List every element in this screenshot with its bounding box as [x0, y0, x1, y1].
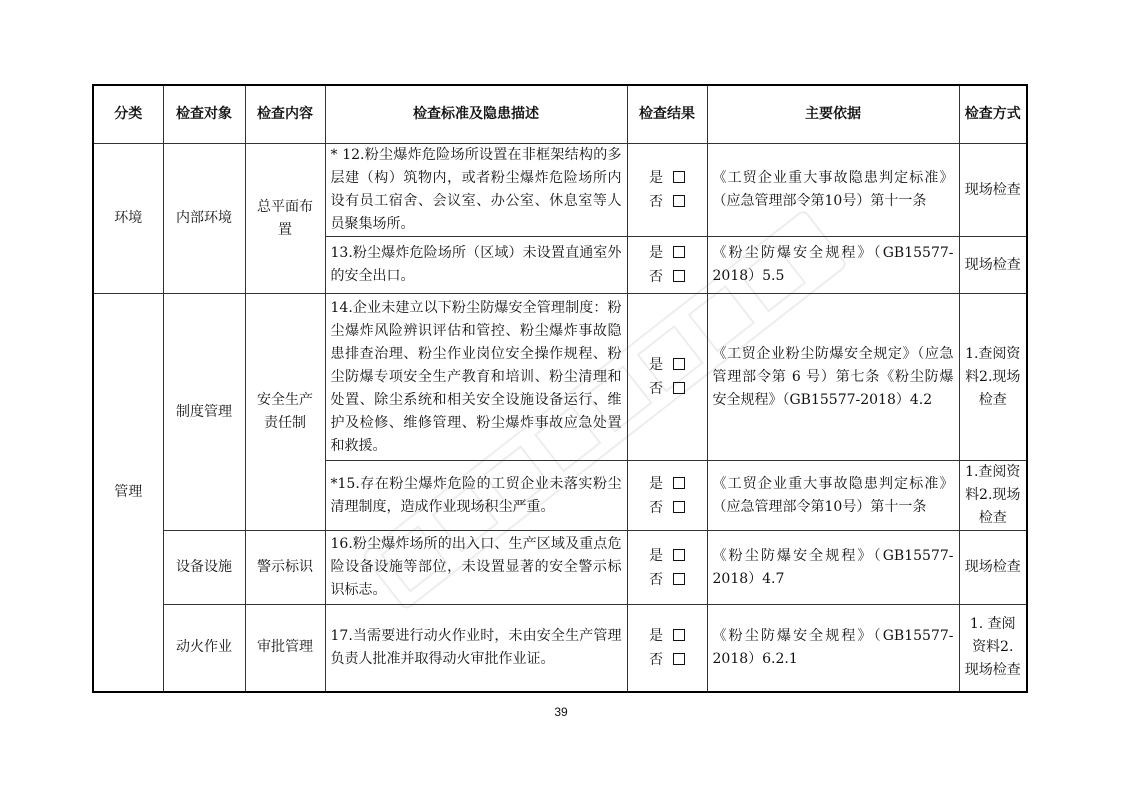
yes-checkbox[interactable] — [673, 477, 685, 489]
basis-cell: 《粉尘防爆安全规程》（GB15577-2018）5.5 — [707, 237, 959, 294]
col-header-result: 检查结果 — [627, 85, 707, 144]
content-cell: 总平面布置 — [245, 144, 325, 294]
content-cell: 审批管理 — [245, 605, 325, 692]
yes-label: 是 — [649, 475, 663, 492]
content-cell: 安全生产责任制 — [245, 294, 325, 531]
standard-cell: 14.企业未建立以下粉尘防爆安全管理制度：粉尘爆炸风险辨识评估和管控、粉尘爆炸事故隐患排查治理、粉尘作业岗位安全操作规程、粉尘防爆专项安全生产教育和培训、粉尘清理和处置、除尘系统和相关安全设施设备运行、维护及检修、维修管理、粉尘爆炸事故应急处置和救援。 — [325, 294, 627, 461]
yes-label: 是 — [649, 245, 663, 261]
result-cell — [627, 237, 707, 294]
standard-cell: 13.粉尘爆炸危险场所（区域）未设置直通室外的安全出口。 — [325, 237, 627, 294]
yes-checkbox[interactable] — [673, 629, 685, 641]
yes-checkbox[interactable] — [673, 246, 685, 258]
no-label: 否 — [649, 499, 663, 516]
no-checkbox[interactable] — [673, 501, 685, 513]
col-header-category: 分类 — [93, 85, 163, 144]
col-header-object: 检查对象 — [163, 85, 245, 144]
result-cell — [627, 294, 707, 461]
object-cell: 制度管理 — [163, 294, 245, 531]
standard-cell: * 12.粉尘爆炸危险场所设置在非框架结构的多层建（构）筑物内，或者粉尘爆炸危险场所内设有员工宿舍、会议室、办公室、休息室等人员聚集场所。 — [325, 144, 627, 237]
no-checkbox[interactable] — [673, 573, 685, 585]
no-label: 否 — [649, 651, 663, 668]
yes-label: 是 — [649, 170, 663, 186]
content-cell: 警示标识 — [245, 531, 325, 605]
result-cell — [627, 461, 707, 531]
category-cell: 环境 — [93, 144, 163, 294]
yes-checkbox[interactable] — [673, 171, 685, 183]
basis-cell: 《粉尘防爆安全规程》（GB15577-2018）4.7 — [707, 531, 959, 605]
result-cell — [627, 531, 707, 605]
yes-label: 是 — [649, 547, 663, 564]
header-row — [93, 85, 1027, 144]
object-cell: 动火作业 — [163, 605, 245, 692]
no-label: 否 — [649, 269, 663, 285]
col-header-content: 检查内容 — [245, 85, 325, 144]
result-cell — [627, 605, 707, 692]
yes-label: 是 — [649, 627, 663, 644]
no-checkbox[interactable] — [673, 270, 685, 282]
yes-checkbox[interactable] — [673, 358, 685, 370]
table-row — [93, 144, 1027, 237]
no-label: 否 — [649, 571, 663, 588]
col-header-standard: 检查标准及隐患描述 — [325, 85, 627, 144]
no-label: 否 — [649, 381, 663, 397]
standard-cell: 16.粉尘爆炸场所的出入口、生产区域及重点危险设备设施等部位，未设置显著的安全警示标识标志。 — [325, 531, 627, 605]
yes-label: 是 — [649, 357, 663, 373]
method-cell: 1. 查阅资料2. 现场检查 — [959, 605, 1027, 692]
method-cell: 1.查阅资料2.现场检查 — [959, 461, 1027, 531]
no-checkbox[interactable] — [673, 653, 685, 665]
category-cell: 管理 — [93, 294, 163, 692]
page-number: 39 — [554, 705, 568, 719]
col-header-basis: 主要依据 — [707, 85, 959, 144]
table-row — [93, 605, 1027, 692]
method-cell: 现场检查 — [959, 144, 1027, 237]
method-cell: 现场检查 — [959, 237, 1027, 294]
result-cell — [627, 144, 707, 237]
col-header-method: 检查方式 — [959, 85, 1027, 144]
yes-checkbox[interactable] — [673, 549, 685, 561]
object-cell: 内部环境 — [163, 144, 245, 294]
object-cell: 设备设施 — [163, 531, 245, 605]
basis-cell: 《粉尘防爆安全规程》（GB15577-2018）6.2.1 — [707, 605, 959, 692]
table-row — [93, 531, 1027, 605]
standard-cell: *15.存在粉尘爆炸危险的工贸企业未落实粉尘清理制度，造成作业现场积尘严重。 — [325, 461, 627, 531]
standard-cell: 17.当需要进行动火作业时，未由安全生产管理负责人批准并取得动火审批作业证。 — [325, 605, 627, 692]
no-checkbox[interactable] — [673, 195, 685, 207]
method-cell: 1.查阅资料2.现场检查 — [959, 294, 1027, 461]
table-row — [93, 294, 1027, 461]
basis-cell: 《工贸企业粉尘防爆安全规定》（应急管理部令第 6 号）第七条《粉尘防爆安全规程》（GB15577-2018）4.2 — [707, 294, 959, 461]
method-cell: 现场检查 — [959, 531, 1027, 605]
no-label: 否 — [649, 194, 663, 210]
basis-cell: 《工贸企业重大事故隐患判定标准》（应急管理部令第10号）第十一条 — [707, 461, 959, 531]
inspection-table — [92, 84, 1028, 693]
basis-cell: 《工贸企业重大事故隐患判定标准》（应急管理部令第10号）第十一条 — [707, 144, 959, 237]
no-checkbox[interactable] — [673, 382, 685, 394]
